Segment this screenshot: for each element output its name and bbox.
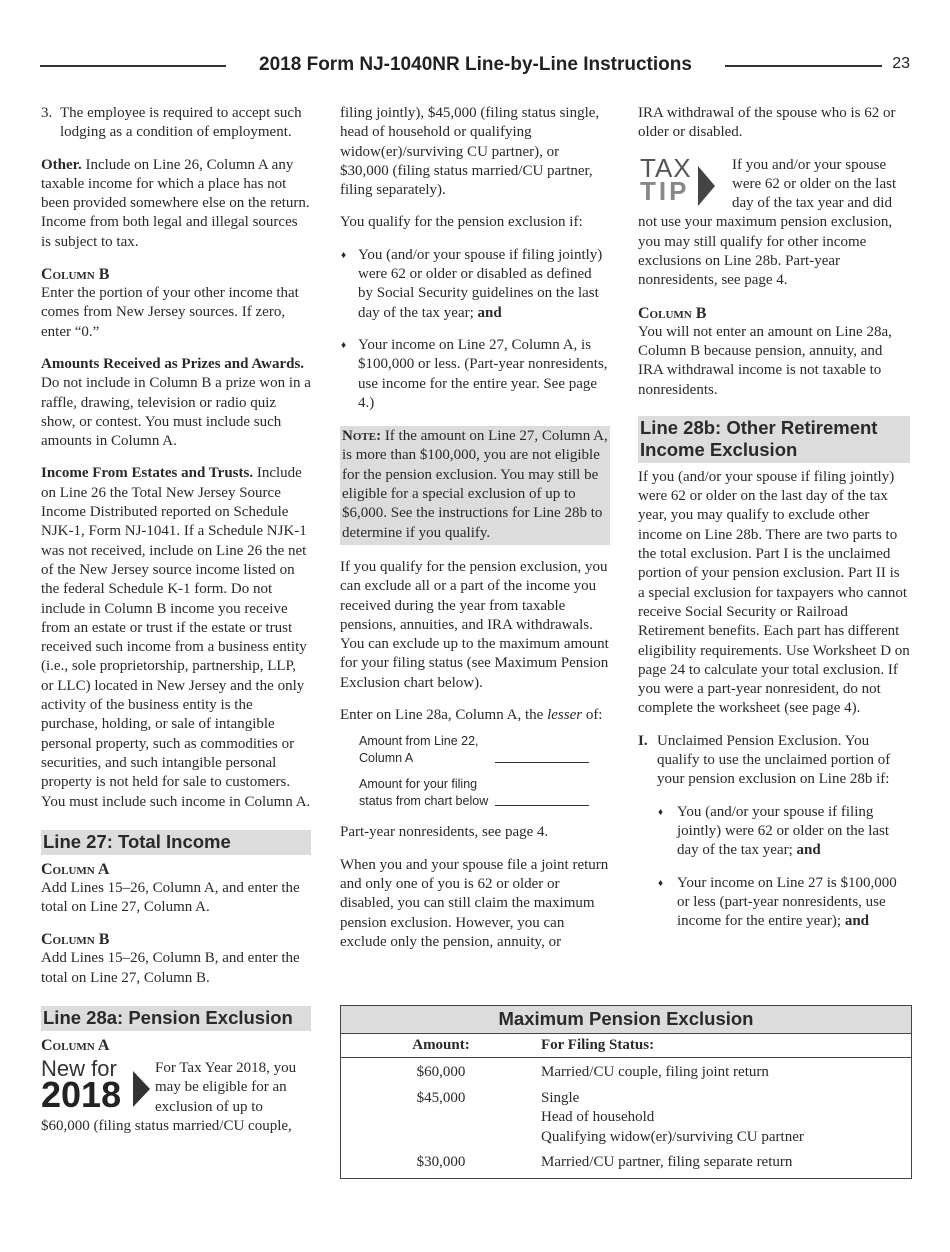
other-paragraph xyxy=(41,156,311,252)
line27-column-a-text: Add Lines 15–26, Column A, and enter the total on Line 27, Column A. xyxy=(41,879,300,916)
enter-italic: lesser xyxy=(547,707,583,724)
page-title: 2018 Form NJ-1040NR Line-by-Line Instructions xyxy=(259,54,692,75)
line28b-heading: Line 28b: Other Retirement Income Exclusion xyxy=(638,416,910,463)
header-amount: Amount: xyxy=(412,1037,470,1053)
status-line: Single xyxy=(541,1089,580,1106)
tax-tip-text-top: TAX xyxy=(640,152,692,183)
blank-entry-line xyxy=(495,805,589,806)
qualify-intro: You qualify for the pension exclusion if: xyxy=(340,214,583,231)
column-b-text: Enter the portion of your other income that comes from New Jersey sources. If zero, enter “0.” xyxy=(41,285,299,340)
line27-column-b-heading: Column B xyxy=(41,931,110,949)
tax-tip-block xyxy=(638,152,910,291)
continued-text: filing jointly), $45,000 (filing status single, head of household or qualifying widow(er)/surviving CU partner), or $30,000 (filing status married/CU partner, filing separately). xyxy=(340,105,600,199)
tax-tip-text-bottom: TIP xyxy=(640,175,690,206)
prizes-paragraph xyxy=(41,355,311,451)
line28a-heading: Line 28a: Pension Exclusion xyxy=(41,1006,311,1031)
column-b-heading: Column B xyxy=(638,304,707,322)
bullet-diamond-icon: ♦ xyxy=(341,249,347,261)
status-cell xyxy=(541,1063,911,1083)
status-cell xyxy=(541,1089,911,1148)
new-for-2018-text: For Tax Year 2018, you may be eligible for an exclusion of up to $60,000 (filing status married/CU couple, xyxy=(41,1059,297,1134)
estates-label: Income From Estates and Trusts. xyxy=(41,465,254,482)
fill-label: Amount from Line 22, xyxy=(359,734,479,749)
other-label: Other. xyxy=(41,156,82,173)
status-cell xyxy=(541,1153,911,1173)
bullet-text: You (and/or your spouse if filing jointly) were 62 or older on the last day of the tax year; xyxy=(677,803,890,859)
fill-label: Column A xyxy=(359,751,414,766)
page-number: 23 xyxy=(892,55,910,72)
bullet-bold: and xyxy=(844,913,870,930)
estates-paragraph xyxy=(41,464,311,811)
fill-line-filing-status xyxy=(359,776,589,810)
note-text: If the amount on Line 27, Column A, is more than $100,000, you are not eligible for the pension exclusion. You may still be eligible for a special exclusion of up to $6,000. See the instructions for Line 28b to determine if you qualify. xyxy=(342,428,608,541)
bullet-diamond-icon: ♦ xyxy=(658,877,664,889)
header-rule-left xyxy=(40,65,226,67)
bullet-diamond-icon: ♦ xyxy=(658,806,664,818)
amount-cell: $60,000 xyxy=(416,1064,466,1080)
prizes-label: Amounts Received as Prizes and Awards. xyxy=(41,355,305,372)
list-item-text: The employee is required to accept such lodging as a condition of employment. xyxy=(60,105,302,141)
bullet-item xyxy=(340,336,610,413)
line27-column-b-text: Add Lines 15–26, Column B, and enter the total on Line 27, Column B. xyxy=(41,950,300,986)
bullet-diamond-icon: ♦ xyxy=(341,339,347,351)
blank-entry-line xyxy=(495,762,589,763)
table-row xyxy=(341,1086,911,1151)
tax-tip-text: If you and/or your spouse were 62 or older on the last day of the tax year and did not use your maximum pension exclusion, you may still qualify for other income exclusions on Line 28b. Part-year nonresidents, see page 4. xyxy=(638,156,897,289)
estates-text: Include on Line 26 the Total New Jersey Source Income Distributed reported on Schedule NJK-1, Form NJ-1041. If a Schedule NJK-1 was not received, include on Line 26 the net of the New Jersey source income listed on the federal Schedule K-1 form. Do not include in Column B income you receive from an estate or trust if the estate or trust received such income from a business entity (i.e., sole proprietorship, partnership, LLP, or LLC) located in New Jersey and the only activity of the business entity is the purchase, holding, or sale of intangible personal property, such as commodities or securities, and such intangible personal property is not held for sale to customers. You must include such income in Column A. xyxy=(41,465,311,810)
column-left xyxy=(41,104,311,1136)
enter-instruction xyxy=(340,706,610,725)
roman-numeral: I. xyxy=(638,732,648,749)
bullet-text: Your income on Line 27 is $100,000 or less (part-year nonresidents, use income for the entire year); xyxy=(677,874,897,930)
header-filing-status: For Filing Status: xyxy=(541,1037,655,1053)
status-line: Head of household xyxy=(541,1109,655,1125)
column-middle xyxy=(340,104,610,965)
status-line: Married/CU couple, filing joint return xyxy=(541,1064,769,1080)
max-pension-exclusion-table xyxy=(340,1005,912,1179)
bullet-text: Your income on Line 27, Column A, is $100,000 or less. (Part-year nonresidents, use income for the entire year. See page 4.) xyxy=(358,336,608,411)
line28b-paragraph: If you (and/or your spouse if filing jointly) were 62 or older on the last day of the tax year, you may qualify to exclude other income on Line 28b. There are two parts to the total exclusion. Part I is the unclaimed portion of your pension exclusion. Part II is a special exclusion for taxpayers who cannot receive Social Security or Railroad Retirement benefits. Each part has different eligibility requirements. Use Worksheet D on page 24 to calculate your total exclusion. If you were a part-year nonresident, do not complete the worksheet (see page 4). xyxy=(638,468,910,717)
bullet-bold: and xyxy=(477,304,502,321)
table-title: Maximum Pension Exclusion xyxy=(341,1006,911,1034)
tax-tip-badge xyxy=(638,152,730,212)
list-number: 3. xyxy=(41,105,53,121)
amount-cell: $45,000 xyxy=(416,1089,466,1106)
status-line: Married/CU partner, filing separate return xyxy=(541,1154,793,1170)
bullet-item xyxy=(638,803,910,861)
badge-text-year: 2018 xyxy=(41,1073,122,1115)
arrow-right-icon xyxy=(133,1071,150,1107)
part-i-item xyxy=(638,732,910,790)
bullet-text: You (and/or your spouse if filing jointly) were 62 or older or disabled as defined by Social Security guidelines on the last day of the tax year; xyxy=(358,246,603,321)
note-box xyxy=(340,426,610,545)
table-header-row xyxy=(341,1034,911,1058)
column-b-heading: Column B xyxy=(41,266,110,284)
bullet-item xyxy=(340,246,610,323)
bullet-item xyxy=(638,874,910,932)
joint-return-paragraph: When you and your spouse file a joint return and only one of you is 62 or older or disabled, you can still claim the maximum pension exclusion. However, you can exclude only the pension, annuity, or xyxy=(340,856,609,950)
page-header xyxy=(40,52,910,78)
enter-text-end: of: xyxy=(582,707,603,724)
new-for-2018-badge xyxy=(41,1055,153,1115)
column-b-text: You will not enter an amount on Line 28a, Column B because pension, annuity, and IRA withdrawal income is not taxable to nonresidents. xyxy=(638,323,892,398)
arrow-right-icon xyxy=(698,166,715,206)
status-line: Qualifying widow(er)/surviving CU partner xyxy=(541,1128,804,1145)
amount-cell: $30,000 xyxy=(416,1154,466,1170)
other-text: Include on Line 26, Column A any taxable income for which a place has not been provided somewhere else on the return. Income from both legal and illegal sources is subject to tax. xyxy=(41,156,310,250)
part-i-text: Unclaimed Pension Exclusion. You qualify to use the unclaimed portion of your pension exclusion on Line 28b if: xyxy=(657,732,891,788)
list-item-3 xyxy=(41,104,311,143)
new-for-2018-block xyxy=(41,1055,311,1136)
line27-column-a-heading: Column A xyxy=(41,860,110,878)
fill-label: status from chart below xyxy=(359,794,489,809)
bullet-bold: and xyxy=(796,842,821,859)
column-right xyxy=(638,104,910,944)
fill-label: Amount for your filing xyxy=(359,777,478,792)
line27-heading: Line 27: Total Income xyxy=(41,830,311,855)
line28a-column-a-heading: Column A xyxy=(41,1036,110,1054)
table-row xyxy=(341,1150,911,1178)
prizes-text: Do not include in Column B a prize won in a raffle, drawing, television or radio quiz show, or contest. You must include such amounts in Column A. xyxy=(41,375,311,450)
qualify-paragraph: If you qualify for the pension exclusion, you can exclude all or a part of the income you received during the year from taxable pensions, annuities, and IRA withdrawals. You can exclude up to the maximum amount for your filing status (see Maximum Pension Exclusion chart below). xyxy=(340,558,609,691)
enter-text: Enter on Line 28a, Column A, the xyxy=(340,707,548,724)
continued-text: IRA withdrawal of the spouse who is 62 or older or disabled. xyxy=(638,105,896,141)
header-rule-right xyxy=(725,65,882,67)
part-year-note: Part-year nonresidents, see page 4. xyxy=(340,824,549,841)
table-row xyxy=(341,1058,911,1086)
badge-text-top: New for xyxy=(41,1055,117,1081)
note-label: Note: xyxy=(342,428,382,445)
fill-line-amount-line22 xyxy=(359,733,589,767)
